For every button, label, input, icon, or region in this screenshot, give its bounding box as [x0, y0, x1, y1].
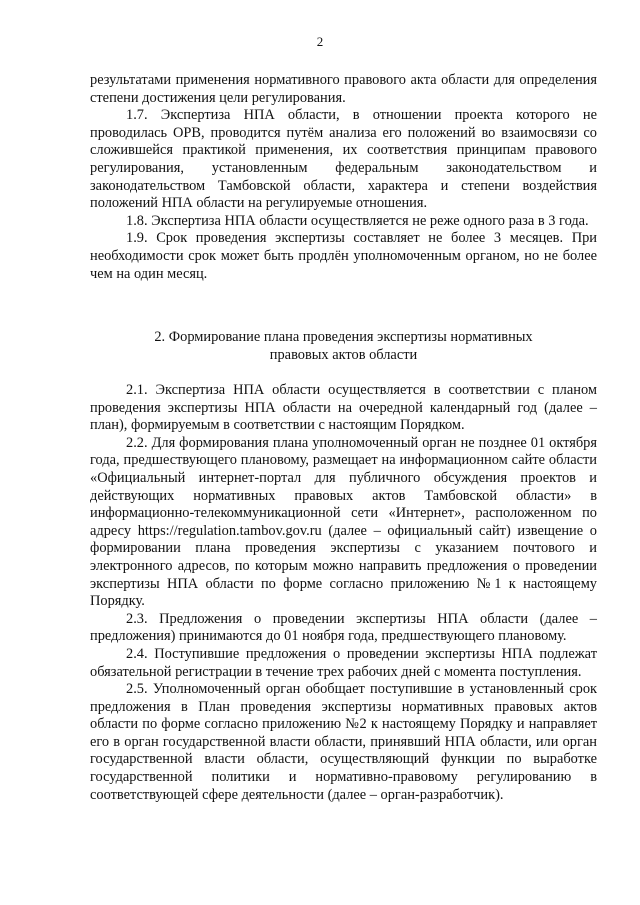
section-1-text: [90, 72, 597, 283]
paragraph-2-2: 2.2. Для формирования плана уполномоченный орган не позднее 01 октября года, предшествующего плановому, размещает на информационном сайте области «Официальный интернет-портал для публичного обсуждения проектов и действующих нормативных правовых актов Тамбовской области» в информационно-телекоммуникационной сети «Интернет», расположенном по адресу https://regulation.tambov.gov.ru (далее – официальный сайт) извещение о формировании плана проведения экспертизы с указанием почтового и электронного адресов, по которым можно направить предложения о проведении экспертизы НПА области по форме согласно приложению №1 к настоящему Порядку.: [90, 434, 597, 610]
section-2-text: [90, 382, 597, 804]
page-number: 2: [316, 34, 324, 49]
paragraph-1-8: 1.8. Экспертиза НПА области осуществляется не реже одного раза в 3 года.: [126, 212, 589, 229]
paragraph-2-3: 2.3. Предложения о проведении экспертизы НПА области (далее – предложения) принимаются до 01 ноября года, предшествующего плановому.: [90, 610, 597, 645]
section-2-heading: [90, 329, 597, 364]
paragraph-1-9: 1.9. Срок проведения экспертизы составляет не более 3 месяцев. При необходимости срок может быть продлён уполномоченным органом, но не более чем на один месяц.: [90, 230, 597, 282]
paragraph-2-1: 2.1. Экспертиза НПА области осуществляется в соответствии с планом проведения экспертизы НПА области на очередной календарный год (далее – план), формируемым в соответствии с настоящим Порядком.: [90, 382, 597, 434]
paragraph-1-7: 1.7. Экспертиза НПА области, в отношении проекта которого не проводилась ОРВ, проводится путём анализа его положений во взаимосвязи со сложившейся практикой применения, их соответствия принципам правового регулирования, установленным федеральным законодательством и законодательством Тамбовской области, характера и степени воздействия положений НПА области на регулируемые отношения.: [90, 107, 597, 212]
paragraph-continuation: результатами применения нормативного правового акта области для определения степени достижения цели регулирования.: [90, 72, 597, 106]
paragraph-2-4: 2.4. Поступившие предложения о проведении экспертизы НПА подлежат обязательной регистрации в течение трех рабочих дней с момента поступления.: [90, 645, 597, 680]
section-2-heading-line-1: 2. Формирование плана проведения экспертизы нормативных: [154, 329, 533, 345]
section-2-heading-line-2: правовых актов области: [269, 346, 418, 363]
paragraph-2-5: 2.5. Уполномоченный орган обобщает поступившие в установленный срок предложения в План проведения экспертизы нормативных правовых актов области по форме согласно приложению №2 к настоящему Порядку и направляет его в орган государственной власти области, принявший НПА области, или орган государственной власти области, осуществляющий функции по выработке государственной политики и нормативно-правовому регулированию в соответствующей сфере деятельности (далее – орган-разработчик).: [90, 681, 597, 803]
